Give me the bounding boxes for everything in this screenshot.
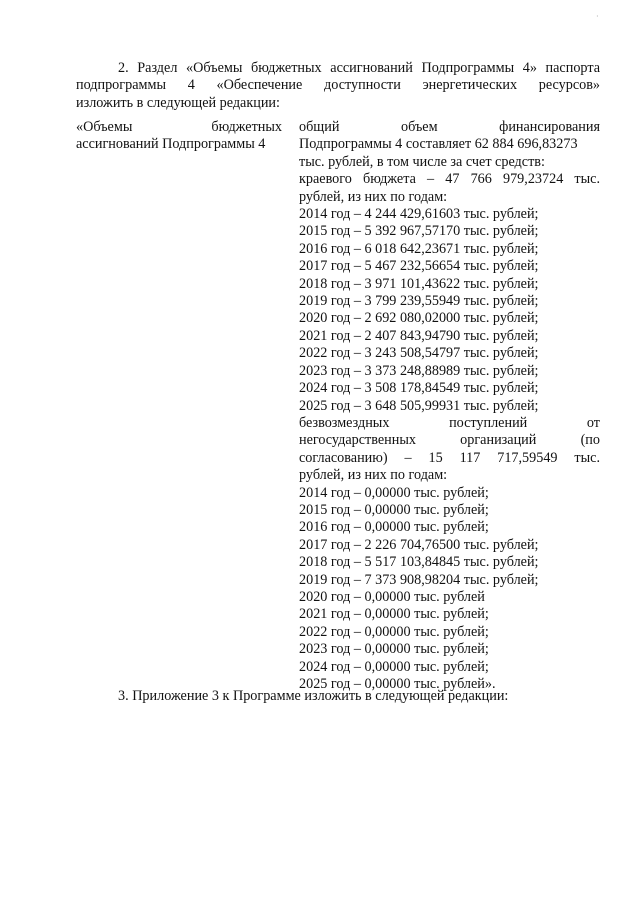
nongov-year-line: 2024 год – 0,00000 тыс. рублей; xyxy=(299,658,489,675)
table-label-cell xyxy=(76,119,282,154)
nongov-year-line: 2021 год – 0,00000 тыс. рублей; xyxy=(299,606,489,623)
nongov-year-line: 2017 год – 2 226 704,76500 тыс. рублей; xyxy=(299,536,539,553)
intro-line: общий объем финансирования xyxy=(299,119,600,135)
nongov-intro-line: согласованию) – 15 117 717,59549 тыс. xyxy=(299,449,600,466)
scan-mark: · xyxy=(596,12,599,21)
regional-year-line: 2025 год – 3 648 505,99931 тыс. рублей; xyxy=(299,397,539,414)
regional-year-line: 2023 год – 3 373 248,88989 тыс. рублей; xyxy=(299,362,539,379)
nongov-year-line: 2019 год – 7 373 908,98204 тыс. рублей; xyxy=(299,571,539,588)
regional-year-line: 2017 год – 5 467 232,56654 тыс. рублей; xyxy=(299,258,539,275)
nongov-year-line: 2025 год – 0,00000 тыс. рублей». xyxy=(299,676,496,692)
regional-year-line: 2024 год – 3 508 178,84549 тыс. рублей; xyxy=(299,380,539,397)
section-2-paragraph xyxy=(76,60,600,112)
regional-year-line: 2019 год – 3 799 239,55949 тыс. рублей; xyxy=(299,293,539,310)
nongov-intro-line: безвозмездных поступлений от xyxy=(299,414,600,431)
regional-year-line: 2021 год – 2 407 843,94790 тыс. рублей; xyxy=(299,327,539,344)
section-3-line: 3. Приложение 3 к Программе изложить в следующей редакции: xyxy=(118,688,509,704)
regional-year-line: 2014 год – 4 244 429,61603 тыс. рублей; xyxy=(299,206,539,223)
nongov-year-line: 2018 год – 5 517 103,84845 тыс. рублей; xyxy=(299,554,539,571)
intro-line: рублей, из них по годам: xyxy=(299,188,448,205)
regional-year-line: 2015 год – 5 392 967,57170 тыс. рублей; xyxy=(299,223,539,240)
section-2-line-3: изложить в следующей редакции: xyxy=(76,94,280,111)
label-line-1: «Объемы бюджетных xyxy=(76,119,282,135)
nongov-year-line: 2014 год – 0,00000 тыс. рублей; xyxy=(299,484,489,501)
regional-year-line: 2020 год – 2 692 080,02000 тыс. рублей; xyxy=(299,310,539,327)
nongov-intro-line: рублей, из них по годам: xyxy=(299,467,448,484)
regional-year-line: 2022 год – 3 243 508,54797 тыс. рублей; xyxy=(299,345,539,362)
nongov-year-line: 2020 год – 0,00000 тыс. рублей xyxy=(299,588,485,605)
table-value-cell xyxy=(299,119,600,693)
regional-year-line: 2018 год – 3 971 101,43622 тыс. рублей; xyxy=(299,275,539,292)
nongov-year-line: 2022 год – 0,00000 тыс. рублей; xyxy=(299,623,489,640)
intro-line: Подпрограммы 4 составляет 62 884 696,83273 xyxy=(299,136,578,153)
section-2-line-1: 2. Раздел «Объемы бюджетных ассигнований Подпрограммы 4» паспорта xyxy=(118,60,600,76)
intro-line: краевого бюджета – 47 766 979,23724 тыс. xyxy=(299,171,600,188)
nongov-intro-line: негосударственных организаций (по xyxy=(299,432,600,449)
nongov-year-line: 2023 год – 0,00000 тыс. рублей; xyxy=(299,641,489,658)
label-line-2: ассигнований Подпрограммы 4 xyxy=(76,136,266,153)
section-2-line-2: подпрограммы 4 «Обеспечение доступности энергетических ресурсов» xyxy=(76,77,600,94)
section-3-paragraph xyxy=(76,688,600,705)
intro-line: тыс. рублей, в том числе за счет средств: xyxy=(299,153,545,170)
nongov-year-line: 2016 год – 0,00000 тыс. рублей; xyxy=(299,519,489,536)
regional-year-line: 2016 год – 6 018 642,23671 тыс. рублей; xyxy=(299,240,539,257)
nongov-year-line: 2015 год – 0,00000 тыс. рублей; xyxy=(299,501,489,518)
